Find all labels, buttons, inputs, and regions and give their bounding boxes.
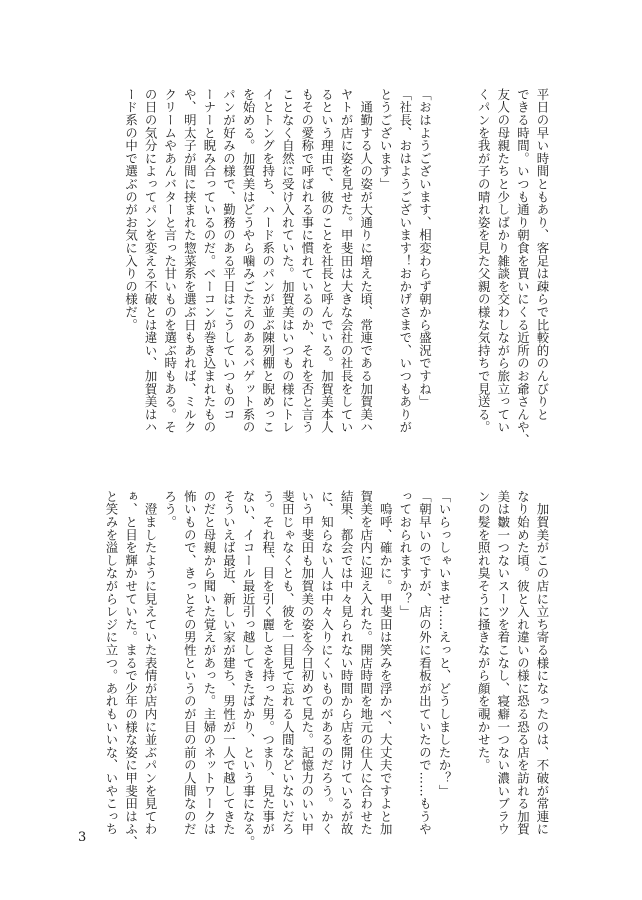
text-line: 「いらっしゃいませ……えっと、どうしましたか？」 bbox=[437, 490, 453, 798]
text-line: とうございます」 bbox=[378, 88, 394, 191]
text-line: 友人の母親たちと少しばかり雑談を交わしながら旅立ってい bbox=[495, 88, 511, 434]
text-line: 「おはようございます、相変わらず朝から盛況ですね」 bbox=[417, 88, 433, 408]
text-line bbox=[454, 88, 474, 428]
text-line: 賀美を店内に迎え入れた。開店時間を地元の住人に合わせた bbox=[358, 490, 374, 836]
text-line: なり始めた頃。彼と入れ違いの様に恐る恐る店を訪れる加賀 bbox=[515, 490, 531, 836]
text-line: 結果、都会では中々見られない時間から店を開けているが故 bbox=[339, 490, 355, 836]
text-line: ヤトが店に姿を見せた。甲斐田は大きな会社の社長をしてい bbox=[339, 88, 355, 434]
text-line: 怖いもので、きっとその男性というのが目の前の人間なのだ bbox=[182, 490, 198, 836]
text-line: ぁ、と目を輝かせていた。まるで少年の様な姿に甲斐田はふ、 bbox=[123, 490, 139, 849]
text-line: イとトングを持ち、ハード系のパンが並ぶ陳列棚と睨めっこ bbox=[260, 88, 276, 434]
text-line: そういえば最近、新しい家が建ち、男性が一人で越してきた bbox=[221, 490, 237, 836]
text-line: ード系の中で選ぶのがお気に入りの様だ。 bbox=[123, 88, 139, 332]
text-line: クリームやあんバターと言った甘いものを選ぶ時もある。そ bbox=[162, 88, 178, 434]
text-line: 嗚呼、確かに。甲斐田は笑みを浮かべ、大丈夫ですよと加 bbox=[378, 490, 394, 836]
text-line: 美は皺一つないスーツを着こなし、寝癖一つない濃いブラウ bbox=[495, 490, 511, 836]
text-line: パンが好みの様で、勤務のある平日はこうしていつものコ bbox=[221, 88, 237, 421]
text-line: ない、イコール最近引っ越してきたばかり、という事になる。 bbox=[241, 490, 257, 849]
text-line: 加賀美がこの店に立ち寄る様になったのは、不破が常連に bbox=[535, 490, 550, 836]
text-line: っておられますか？」 bbox=[397, 490, 413, 618]
text-line: 澄ましたように見えていた表情が店内に並ぶパンを見てわ bbox=[143, 490, 159, 836]
text-line: いう甲斐田も加賀美の姿を今日初めて見た。記憶力のいい甲 bbox=[299, 490, 315, 836]
text-line: を始める。加賀美はどうやら噛みごたえのあるバゲット系の bbox=[241, 88, 257, 434]
text-line bbox=[454, 490, 474, 830]
text-line: 「社長、おはようございます！おかげさまで、いつもありが bbox=[397, 88, 413, 434]
text-line: 平日の早い時間ともあり、客足は疎らで比較的のんびりと bbox=[535, 88, 550, 421]
text-line: 「朝早いのですが、店の外に看板が出ていたので……もうや bbox=[417, 490, 433, 836]
text-line: ーナーと睨み合っているのだ。ベーコンが巻き込まれたもの bbox=[201, 88, 217, 434]
page-number: 3 bbox=[78, 830, 87, 845]
text-line: くパンを我が子の晴れ姿を見た父親の様な気持ちで見送る。 bbox=[476, 88, 492, 434]
text-line: ことなく自然に受け入れていた。加賀美はいつもの様にトレ bbox=[280, 88, 296, 434]
upper-text-block bbox=[121, 88, 552, 447]
text-line: 通勤する人の姿が大通りに増えた頃、常連である加賀美ハ bbox=[358, 88, 374, 434]
text-line: ンの髪を照れ臭そうに掻きながら顔を覗かせた。 bbox=[476, 490, 492, 772]
text-line: できる時間。いつも通り朝食を買いにくる近所のお爺さんや、 bbox=[515, 88, 531, 447]
lower-text-block bbox=[101, 490, 552, 849]
text-line bbox=[434, 88, 454, 428]
text-line: るという理由で、彼のことを社長と呼んでいる。加賀美本人 bbox=[319, 88, 335, 434]
text-line: や、明太子が間に挟まれた惣菜系を選ぶ日もあれば、ミルク bbox=[182, 88, 198, 434]
text-line: の日の気分によってパンを変える不破とは違い、加賀美はハ bbox=[143, 88, 159, 434]
text-line: もその愛称で呼ばれる事に慣れているのか、それを否と言う bbox=[299, 88, 315, 434]
text-line: のだと母親から聞いた覚えがあった。主婦のネットワークは bbox=[201, 490, 217, 836]
text-line: ろう。 bbox=[162, 490, 178, 529]
text-line: 斐田じゃなくとも、彼を一目見て忘れる人間などいないだろ bbox=[280, 490, 296, 836]
text-line: う。それ程、目を引く麗しさを持った男。つまり、見た事が bbox=[260, 490, 276, 836]
text-line: と笑みを溢しながらレジに立つ。あれもいいな、いやこっち bbox=[103, 490, 119, 836]
text-line: に、知らない人は中々入りにくいものがあるのだろう。かく bbox=[319, 490, 335, 836]
